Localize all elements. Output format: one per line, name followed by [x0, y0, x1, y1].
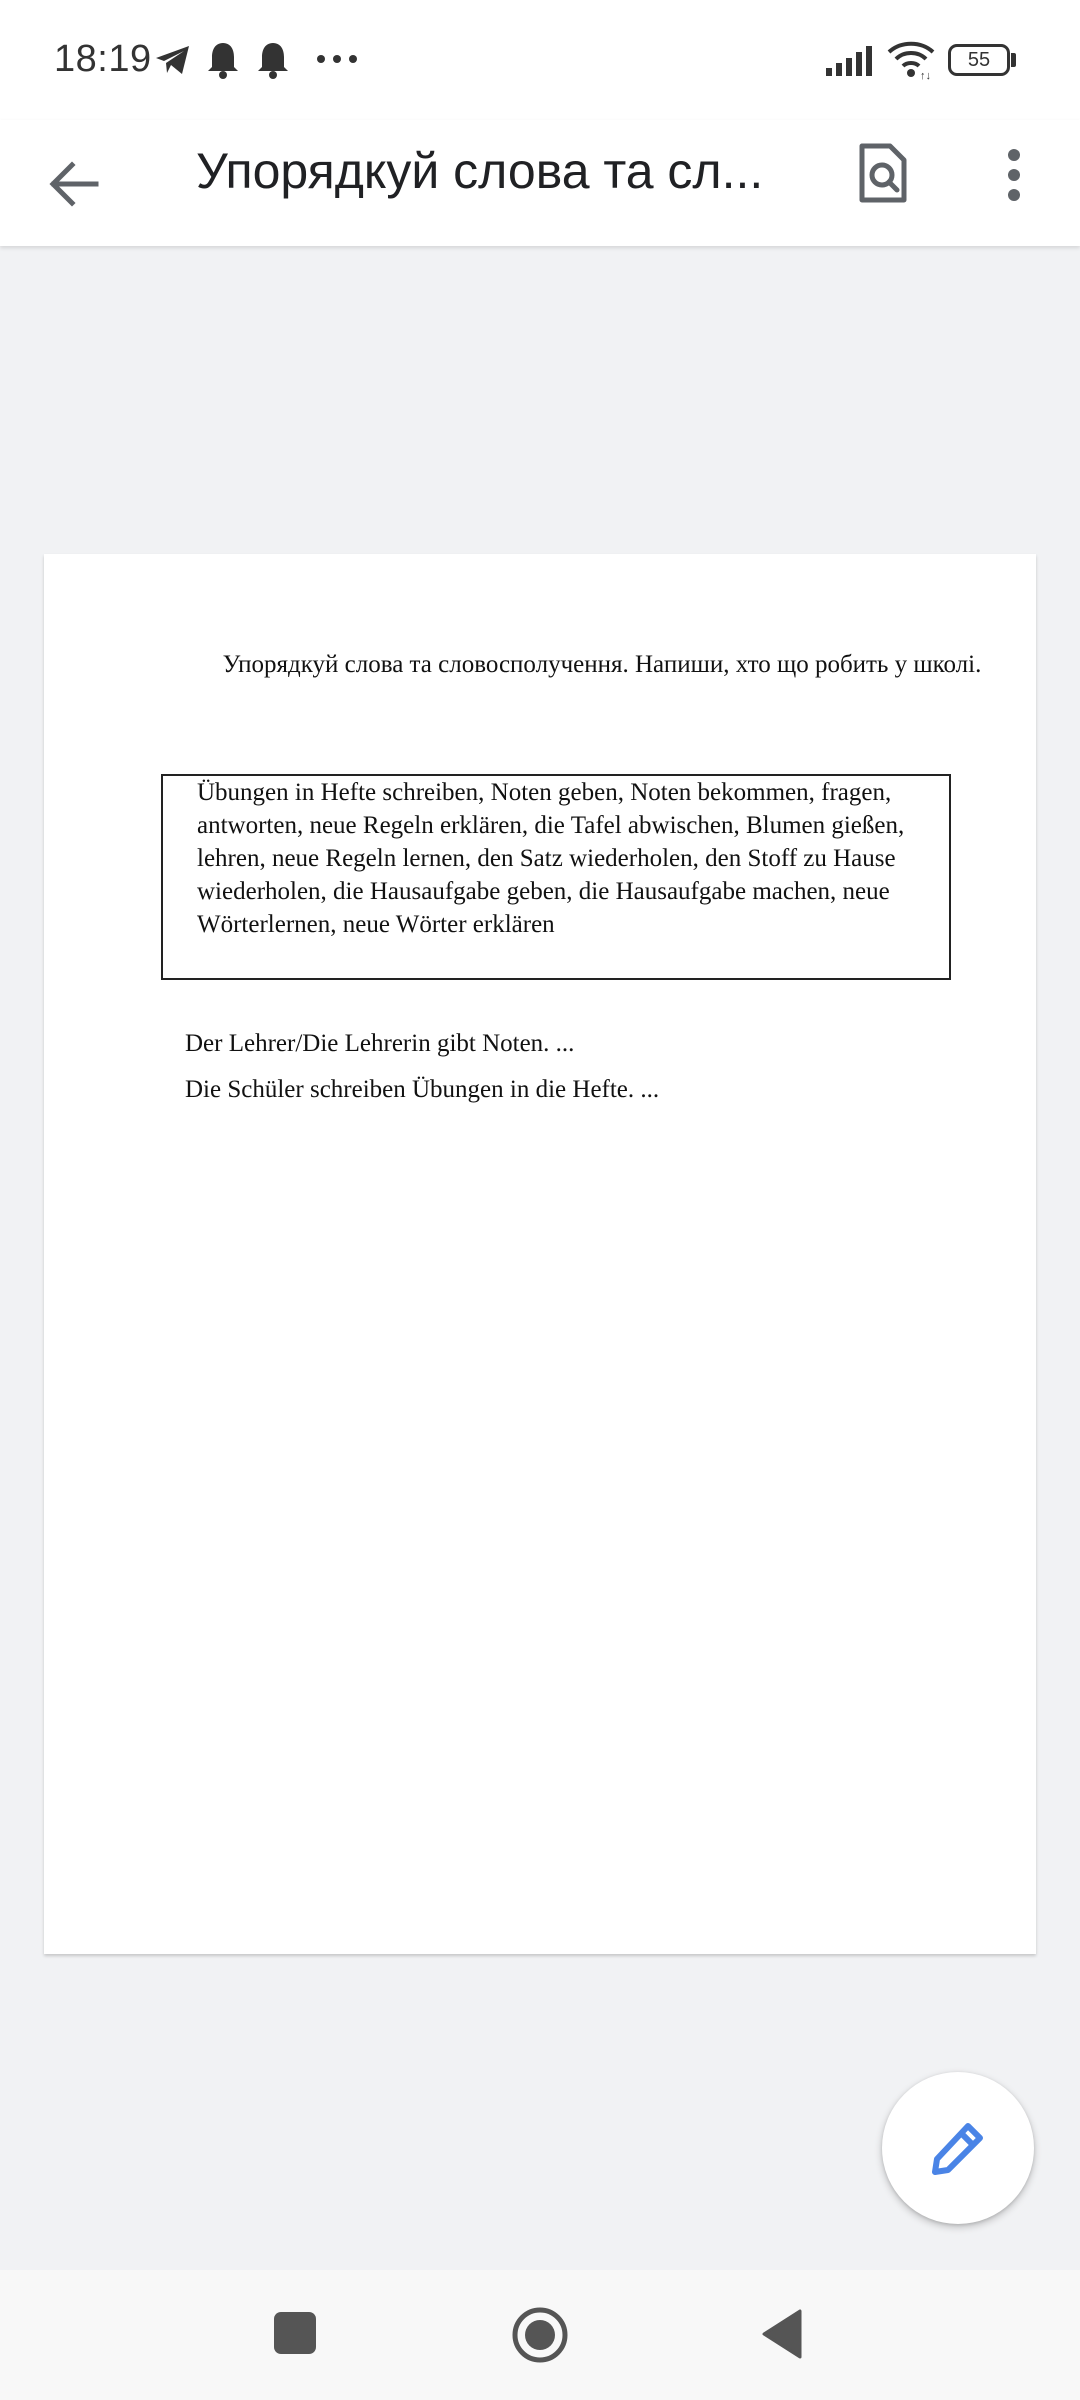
telegram-icon — [154, 44, 192, 76]
example-sentence-students: Die Schüler schreiben Übungen in die Hefte. ... — [185, 1076, 660, 1103]
word-box — [161, 774, 951, 980]
signal-icon — [826, 44, 876, 76]
page-title: Упорядкуй слова та сл... — [196, 143, 764, 199]
arrow-back-icon[interactable] — [48, 160, 100, 208]
more-vert-icon[interactable] — [1004, 146, 1024, 204]
status-time: 18:19 — [54, 38, 152, 80]
home-circle-icon[interactable] — [511, 2306, 569, 2364]
battery-icon — [948, 44, 1010, 76]
example-sentence-teacher: Der Lehrer/Die Lehrerin gibt Noten. ... — [185, 1030, 575, 1057]
navigation-bar — [0, 2270, 1080, 2400]
svg-text:↑↓: ↑↓ — [920, 70, 931, 80]
word-box-text: Übungen in Hefte schreiben, Noten geben, Noten bekommen, fragen, antworten, neue Regeln erklären, die Tafel abwischen, Blumen gießen, lehren, neue Regeln lernen, den Satz wiederholen, den Stoff zu Hause wiederholen, die Hausaufgabe geben, die Hausaufgabe machen, neue Wörterlernen, neue Wörter erklären — [197, 779, 905, 938]
more-dots-icon — [316, 54, 358, 64]
recents-square-icon[interactable] — [274, 2312, 316, 2354]
back-triangle-icon[interactable] — [760, 2308, 804, 2360]
battery-tip — [1011, 53, 1016, 67]
pencil-icon — [930, 2120, 986, 2176]
app-bar — [0, 120, 1080, 246]
status-bar — [0, 0, 1080, 120]
doc-search-icon[interactable] — [856, 142, 908, 204]
bell-icon — [256, 40, 290, 80]
exercise-instruction: Упорядкуй слова та словосполучення. Напиши, хто що робить у школі. — [222, 651, 982, 678]
document-page[interactable] — [44, 554, 1036, 1954]
wifi-icon — [886, 40, 936, 80]
bell-icon — [206, 40, 240, 80]
edit-fab-button[interactable] — [882, 2072, 1034, 2224]
battery-level: 55 — [967, 49, 991, 71]
